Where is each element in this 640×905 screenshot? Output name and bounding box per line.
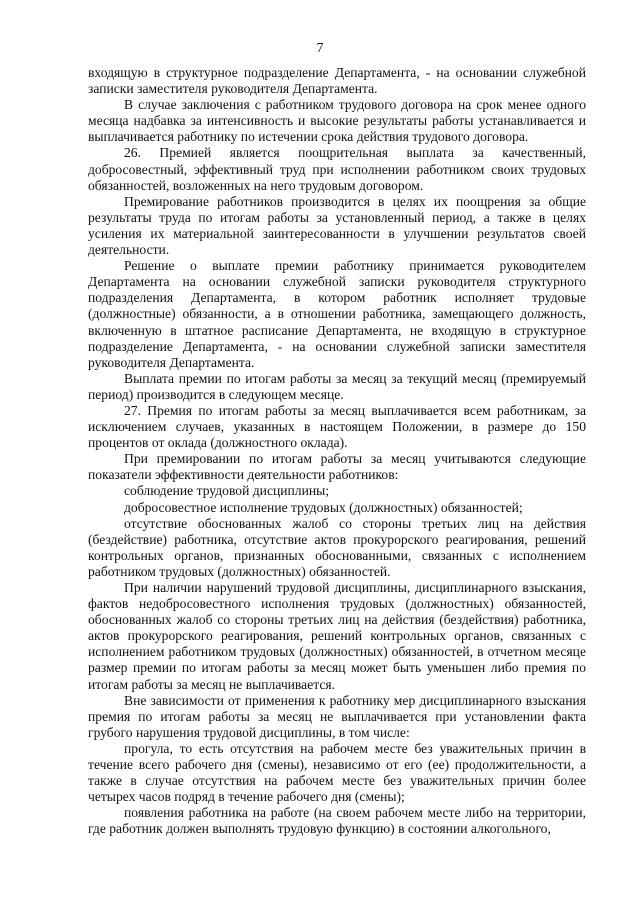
body-paragraph: 27. Премия по итогам работы за месяц выплачивается всем работникам, за исключением случаев, указанных в настоящем Положении, в размере до 150 процентов от оклада (должностного оклада).	[88, 402, 586, 451]
body-paragraph: При наличии нарушений трудовой дисциплины, дисциплинарного взыскания, фактов недобросовестного исполнения трудовых (должностных) обязанностей, обоснованных жалоб со стороны третьих лиц на действия (бездействия) работника, актов прокурорского реагирования, решений контрольных органов, связанных с исполнением работником трудовых (должностных) обязанностей, в отчетном месяце размер премии по итогам работы за месяц может быть уменьшен либо премия по итогам работы за месяц не выплачивается.	[88, 580, 586, 692]
body-paragraph: добросовестное исполнение трудовых (должностных) обязанностей;	[124, 499, 523, 515]
body-paragraph: отсутствие обоснованных жалоб со стороны третьих лиц на действия (бездействие) работника, отсутствие актов прокурорского реагирования, решений контрольных органов, признанных обоснованными, связанных с исполнением работником трудовых (должностных) обязанностей.	[88, 515, 586, 579]
body-paragraph: В случае заключения с работником трудового договора на срок менее одного месяца надбавка за интенсивность и высокие результаты работы устанавливается и выплачивается работнику по истечении срока действия трудового договора.	[88, 97, 586, 145]
document-body	[88, 65, 586, 838]
body-paragraph: Выплата премии по итогам работы за месяц за текущий месяц (премируемый период) производится в следующем месяце.	[88, 370, 586, 402]
body-paragraph: Премирование работников производится в целях их поощрения за общие результаты труда по итогам работы за установленный период, а также в целях усиления их материальной заинтересованности в улучшении результатов своей деятельности.	[88, 193, 586, 258]
body-paragraph: Вне зависимости от применения к работнику мер дисциплинарного взыскания премия по итогам работы за месяц не выплачивается при установлении факта грубого нарушения трудовой дисциплины, в том числе:	[88, 692, 586, 740]
body-paragraph: входящую в структурное подразделение Департамента, - на основании служебной записки заместителя руководителя Департамента.	[88, 65, 586, 97]
body-paragraph: соблюдение трудовой дисциплины;	[124, 483, 330, 499]
body-paragraph: Решение о выплате премии работнику принимается руководителем Департамента на основании служебной записки руководителя структурного подразделения Департамента, в котором работник исполняет трудовые (должностные) обязанности, а в отношении работника, замещающего должность, включенную в штатное расписание Департамента, не входящую в структурное подразделение Департамента, - на основании служебной записки заместителя руководителя Департамента.	[88, 258, 586, 370]
body-paragraph: 26. Премией является поощрительная выплата за качественный, добросовестный, эффективный труд при исполнении работником своих трудовых обязанностей, возложенных на него трудовым договором.	[88, 145, 586, 193]
body-paragraph: При премировании по итогам работы за месяц учитываются следующие показатели эффективности деятельности работников:	[88, 451, 586, 483]
body-paragraph: появления работника на работе (на своем рабочем месте либо на территории, где работник должен выполнять трудовую функцию) в состоянии алкогольного,	[88, 805, 586, 837]
page-number: 7	[316, 41, 324, 56]
body-paragraph: прогула, то есть отсутствия на рабочем месте без уважительных причин в течение всего рабочего дня (смены), независимо от его (ее) продолжительности, а также в случае отсутствия на рабочем месте без уважительных причин более четырех часов подряд в течение рабочего дня (смены);	[88, 740, 586, 805]
